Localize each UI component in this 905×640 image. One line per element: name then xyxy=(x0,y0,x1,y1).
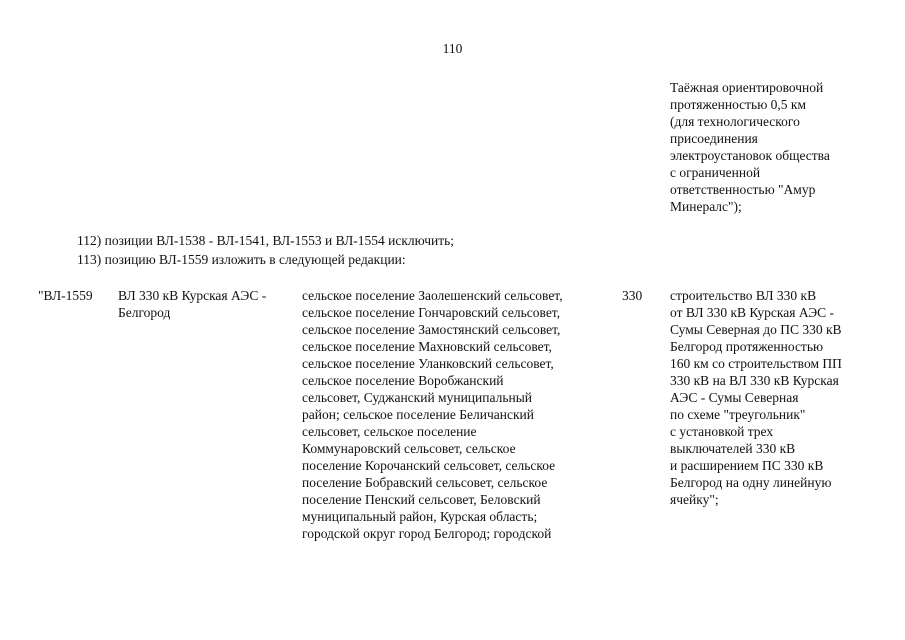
note-line: с ограниченной xyxy=(670,165,761,180)
row-description xyxy=(670,287,842,508)
note-line: (для технологического xyxy=(670,114,800,129)
location-line: сельское поселение Гончаровский сельсовет, xyxy=(302,305,561,320)
location-line: поселение Бобравский сельсовет, сельское xyxy=(302,475,548,490)
location-line: сельское поселение Уланковский сельсовет, xyxy=(302,356,554,371)
description-line: по схеме "треугольник" xyxy=(670,407,806,422)
location-line: сельское поселение Махновский сельсовет, xyxy=(302,339,552,354)
description-line: Белгород на одну линейную xyxy=(670,475,832,490)
description-line: и расширением ПС 330 кВ xyxy=(670,458,824,473)
paragraph-112: 112) позиции ВЛ-1538 - ВЛ-1541, ВЛ-1553 и ВЛ-1554 исключить; xyxy=(77,233,455,248)
paragraph-113: 113) позицию ВЛ-1559 изложить в следующей редакции: xyxy=(77,252,406,267)
location-line: сельсовет, сельское поселение xyxy=(302,424,477,439)
location-line: сельсовет, Суджанский муниципальный xyxy=(302,390,533,405)
location-line: городской округ город Белгород; городской xyxy=(302,526,552,541)
description-line: АЭС - Сумы Северная xyxy=(670,390,799,405)
row-code xyxy=(38,287,93,304)
description-line: 160 км со строительством ПП xyxy=(670,356,842,371)
top-right-note xyxy=(670,79,830,215)
location-line: сельское поселение Замостянский сельсовет, xyxy=(302,322,561,337)
note-line: Минералс"); xyxy=(670,199,742,214)
description-line: выключателей 330 кВ xyxy=(670,441,796,456)
location-line: поселение Корочанский сельсовет, сельское xyxy=(302,458,556,473)
location-line: поселение Пенский сельсовет, Беловский xyxy=(302,492,541,507)
description-line: строительство ВЛ 330 кВ xyxy=(670,288,817,303)
note-line: ответственностью "Амур xyxy=(670,182,816,197)
note-line: присоединения xyxy=(670,131,758,146)
description-line: Белгород протяженностью xyxy=(670,339,824,354)
description-line: ячейку"; xyxy=(670,492,719,507)
description-line: от ВЛ 330 кВ Курская АЭС - xyxy=(670,305,835,320)
note-line: Таёжная ориентировочной xyxy=(670,80,824,95)
note-line: протяженностью 0,5 км xyxy=(670,97,807,112)
note-line: электроустановок общества xyxy=(670,148,830,163)
location-line: район; сельское поселение Беличанский xyxy=(302,407,534,422)
description-line: Сумы Северная до ПС 330 кВ xyxy=(670,322,842,337)
location-line: сельское поселение Воробжанский xyxy=(302,373,504,388)
description-line: 330 кВ на ВЛ 330 кВ Курская xyxy=(670,373,839,388)
row-voltage xyxy=(622,287,642,304)
row-name-line: Белгород xyxy=(118,305,171,320)
location-line: сельское поселение Заолешенский сельсовет, xyxy=(302,288,563,303)
location-line: Коммунаровский сельсовет, сельское xyxy=(302,441,516,456)
description-line: с установкой трех xyxy=(670,424,774,439)
voltage-value: 330 xyxy=(622,288,643,303)
row-name-line: ВЛ 330 кВ Курская АЭС - xyxy=(118,288,267,303)
row-name xyxy=(118,287,266,321)
row-code-text: "ВЛ-1559 xyxy=(38,288,93,303)
page-number: 110 xyxy=(442,41,463,56)
location-line: муниципальный район, Курская область; xyxy=(302,509,538,524)
row-locations xyxy=(302,287,563,542)
